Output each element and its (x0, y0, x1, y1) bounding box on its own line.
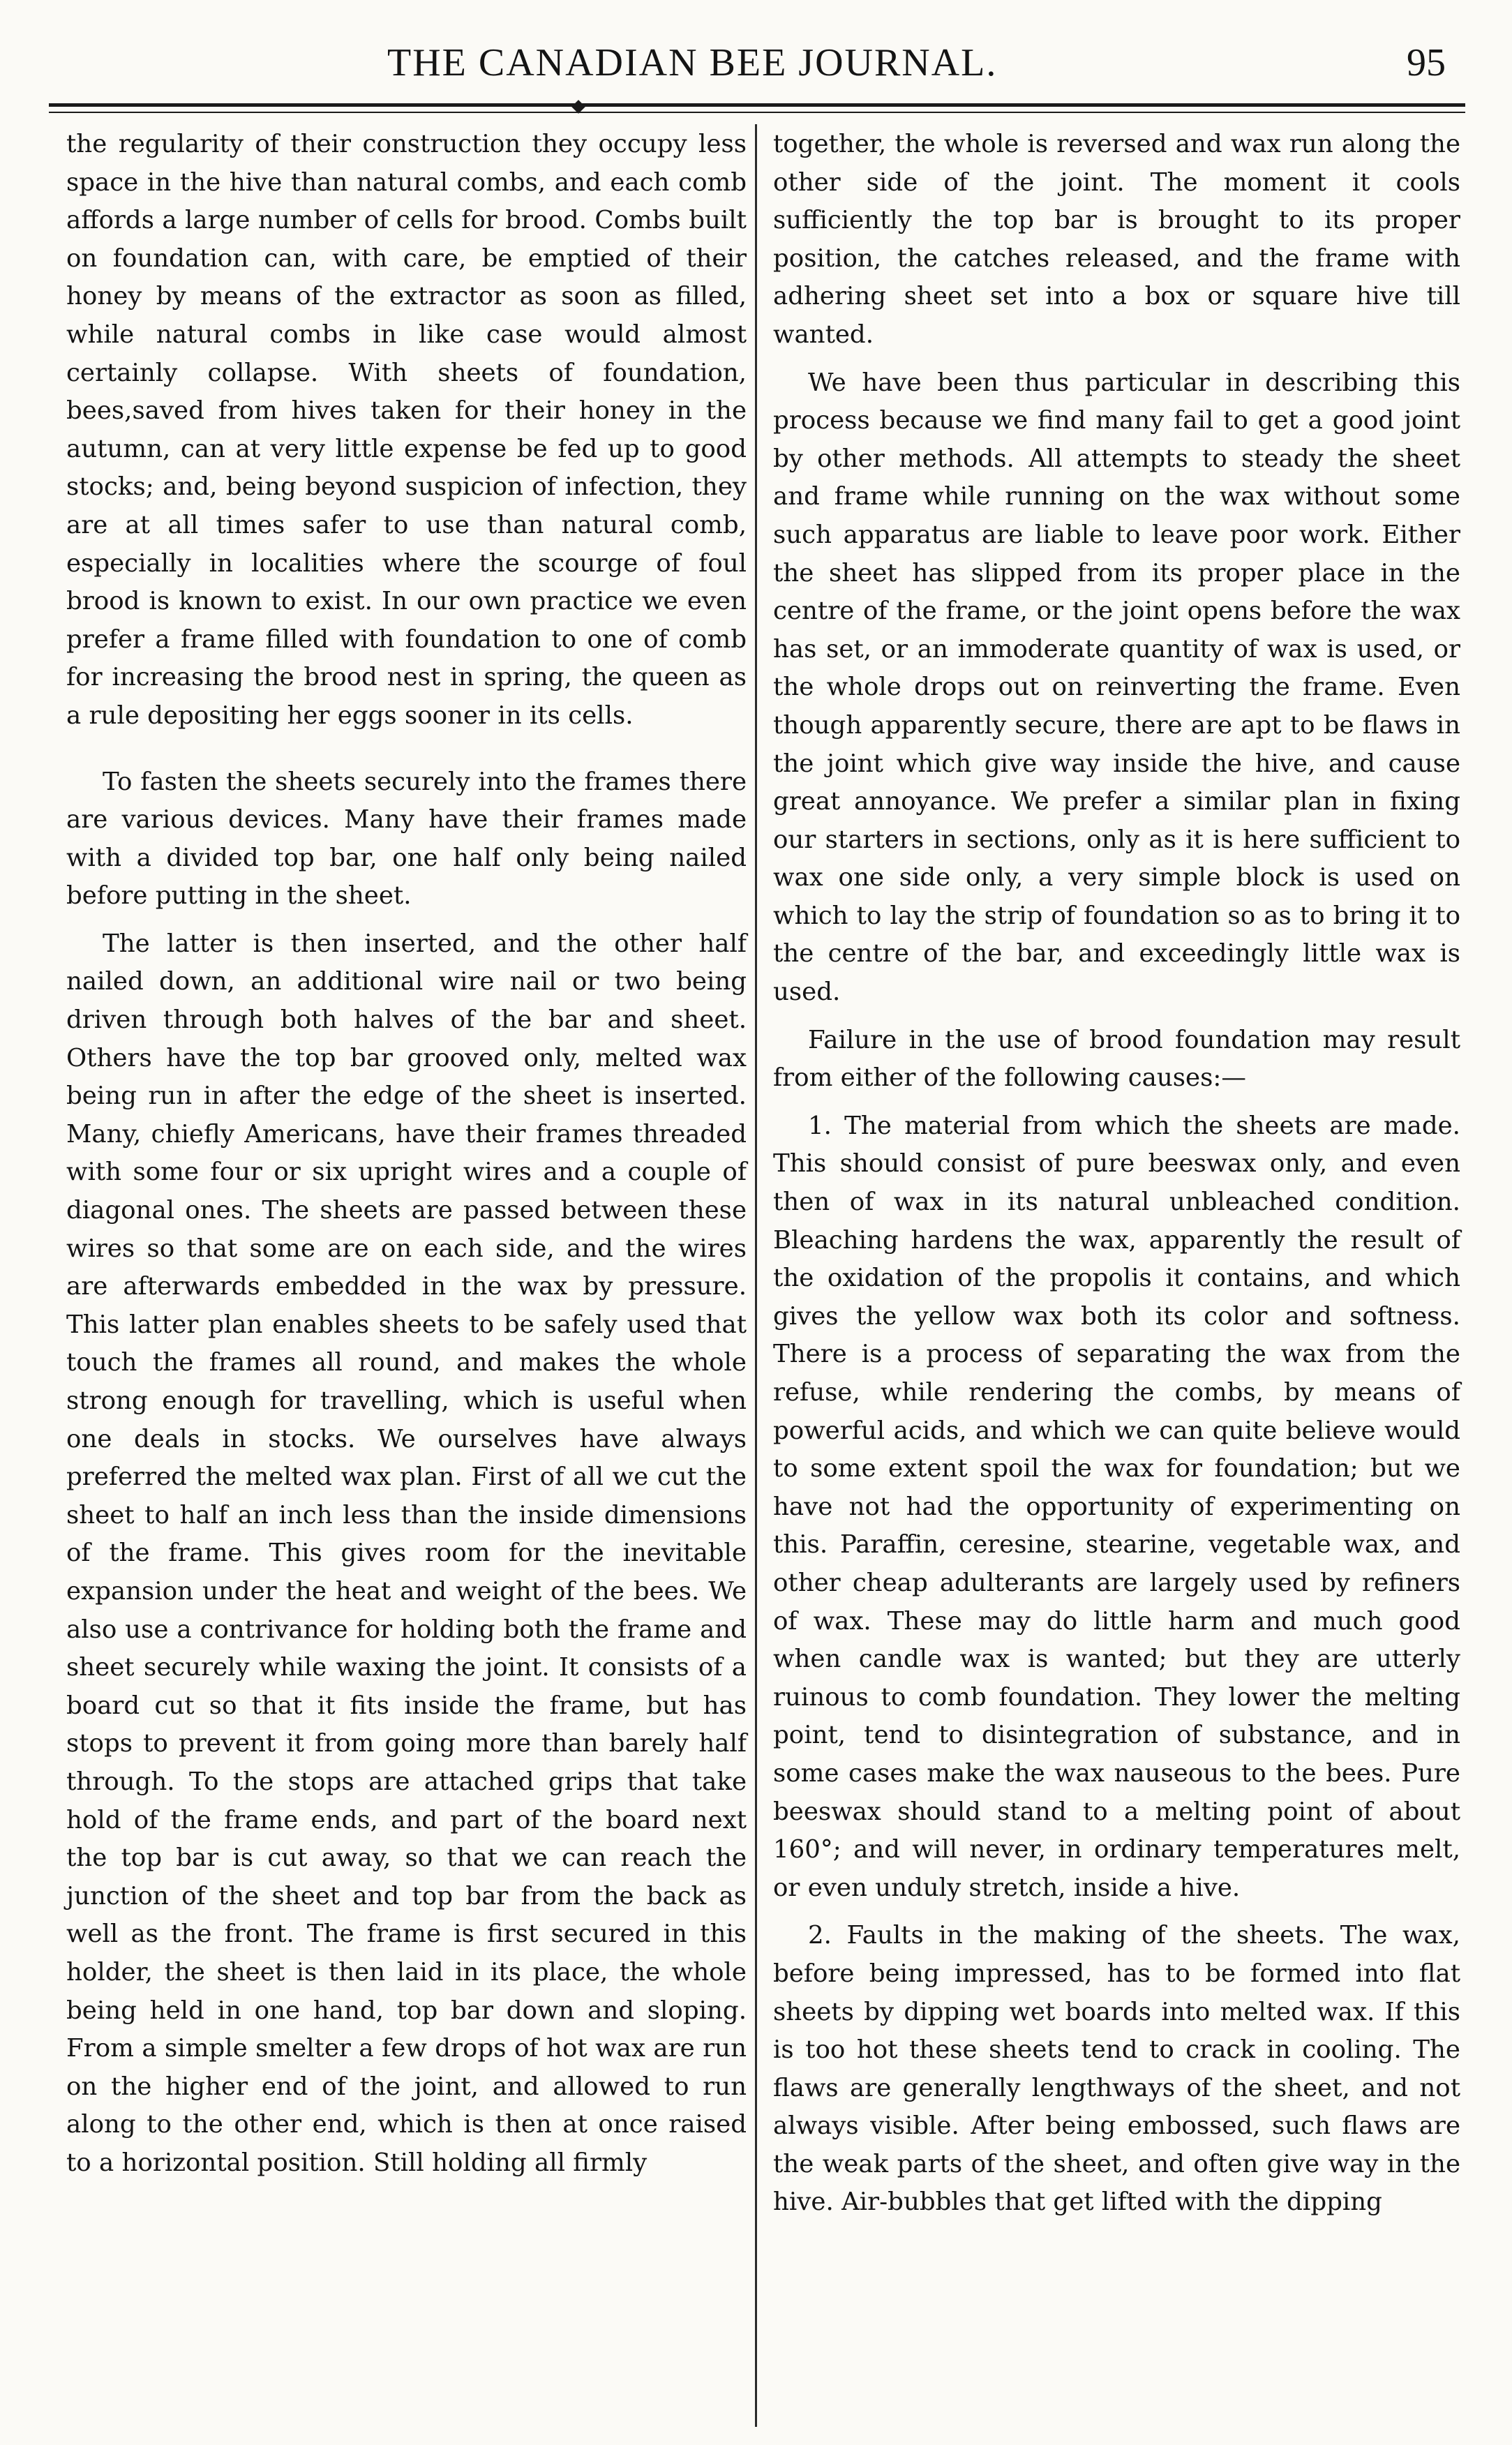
journal-title: THE CANADIAN BEE JOURNAL. (387, 41, 998, 84)
left-paragraph-1: the regularity of their construction they occupy less space in the hive than natural combs, and each comb affords a large number of cells for brood. Combs built on foundation can, with care, be emptied of their honey by means of the extractor as soon as filled, while natural combs in like case would almost certainly collapse. With sheets of foundation, bees,saved from hives taken for their honey in the autumn, can at very little expense be fed up to good stocks; and, being beyond suspicion of infection, they are at all times safer to use than natural comb, especially in localities where the scourge of foul brood is known to exist. In our own practice we even prefer a frame filled with foundation to one of comb for increasing the brood nest in spring, the queen as a rule depositing her eggs sooner in its cells. (66, 130, 747, 730)
header-rule-thin (49, 112, 1465, 113)
column-divider (755, 124, 757, 2427)
right-paragraph-1: together, the whole is reversed and wax run along the other side of the joint. The moment it cools sufficiently the top bar is brought to its proper position, the catches released, and the frame with adhering sheet set into a box or square hive till wanted. (773, 130, 1460, 349)
left-column (66, 126, 747, 2182)
page-number: 95 (1407, 41, 1446, 84)
right-paragraph-5: 2. Faults in the making of the sheets. The wax, before being impressed, has to be formed into flat sheets by dipping wet boards into melted wax. If this is too hot these sheets tend to crack in cooling. The flaws are generally lengthways of the sheet, and not always visible. After being embossed, such flaws are the weak parts of the sheet, and often give way in the hive. Air-bubbles that get lifted with the dipping (773, 1921, 1460, 2217)
right-paragraph-4: 1. The material from which the sheets are made. This should consist of pure beeswax only, and even then of wax in its natural unbleached condition. Bleaching hardens the wax, apparently the result of the oxidation of the propolis it contains, and which gives the yellow wax both its color and softness. There is a process of separating the wax from the refuse, while rendering the combs, by means of powerful acids, and which we can quite believe would to some extent spoil the wax for foundation; but we have not had the opportunity of experimenting on this. Paraffin, ceresine, stearine, vegetable wax, and other cheap adulterants are largely used by refiners of wax. These may do little harm and much good when candle wax is wanted; but they are utterly ruinous to comb foundation. They lower the melting point, tend to disintegration of substance, and in some cases make the wax nauseous to the bees. Pure beeswax should stand to a melting point of about 160°; and will never, in ordinary temperatures melt, or even unduly stretch, inside a hive. (773, 1111, 1460, 1902)
page-header (0, 40, 1512, 89)
right-paragraph-3: Failure in the use of brood foundation may result from either of the following causes:— (773, 1025, 1460, 1093)
right-column (773, 126, 1460, 2222)
right-paragraph-2: We have been thus particular in describing this process because we find many fail to get a good joint by other methods. All attempts to steady the sheet and frame while running on the wax without some such apparatus are liable to leave poor work. Either the sheet has slipped from its proper place in the centre of the frame, or the joint opens before the wax has set, or an immoderate quantity of wax is used, or the whole drops out on reinverting the frame. Even though apparently secure, there are apt to be flaws in the joint which give way inside the hive, and cause great annoyance. We prefer a similar plan in fixing our starters in sections, only as it is here sufficient to wax one side only, a very simple block is used on which to lay the strip of foundation so as to bring it to the centre of the bar, and exceedingly little wax is used. (773, 368, 1460, 1007)
left-paragraph-2: To fasten the sheets securely into the frames there are various devices. Many have their frames made with a divided top bar, one half only being nailed before putting in the sheet. (66, 767, 747, 911)
header-rule-thick (49, 103, 1465, 107)
left-paragraph-3: The latter is then inserted, and the other half nailed down, an additional wire nail or two being driven through both halves of the bar and sheet. Others have the top bar grooved only, melted wax being run in after the edge of the sheet is inserted. Many, chiefly Americans, have their frames threaded with some four or six upright wires and a couple of diagonal ones. The sheets are passed between these wires so that some are on each side, and the wires are afterwards embedded in the wax by pressure. This latter plan enables sheets to be safely used that touch the frames all round, and makes the whole strong enough for travelling, which is useful when one deals in stocks. We ourselves have always preferred the melted wax plan. First of all we cut the sheet to half an inch less than the inside dimensions of the frame. This gives room for the inevitable expansion under the heat and weight of the bees. We also use a contrivance for holding both the frame and sheet securely while waxing the joint. It consists of a board cut so that it fits inside the frame, but has stops to prevent it from going more than barely half through. To the stops are attached grips that take hold of the frame ends, and part of the board next the top bar is cut away, so that we can reach the junction of the sheet and top bar from the back as well as the front. The frame is first secured in this holder, the sheet is then laid in its place, the whole being held in one hand, top bar down and sloping. From a simple smelter a few drops of hot wax are run on the higher end of the joint, and allowed to run along to the other end, which is then at once raised to a horizontal position. Still holding all firmly (66, 929, 747, 2177)
